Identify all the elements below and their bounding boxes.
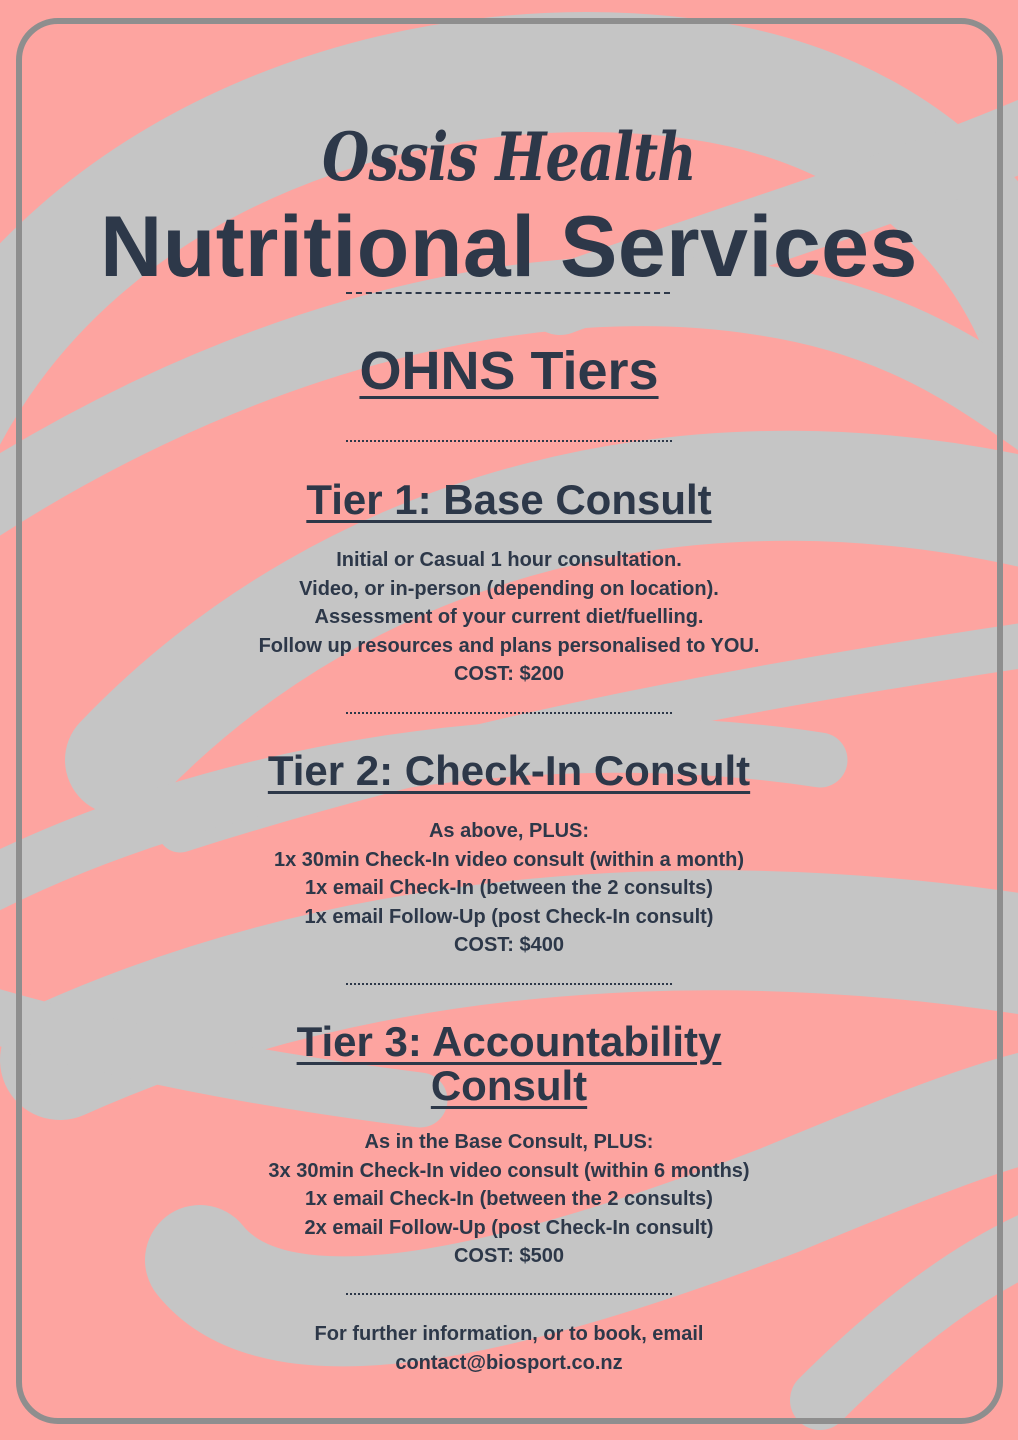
- tier-1-line: Initial or Casual 1 hour consultation.: [336, 549, 682, 571]
- tier-1-details: [0, 546, 1018, 689]
- tier-3-title: [0, 1020, 1018, 1108]
- tier-2-details: [0, 817, 1018, 960]
- tier-1-cost: COST: $200: [453, 663, 565, 685]
- tier-2-line: 1x email Check-In (between the 2 consults): [305, 877, 713, 899]
- contact-email-link[interactable]: contact@biosport.co.nz: [395, 1351, 623, 1374]
- tier-3-line: As in the Base Consult, PLUS:: [364, 1131, 654, 1153]
- divider: [346, 983, 672, 985]
- tier-3-details: [0, 1128, 1018, 1271]
- tiers-heading: OHNS Tiers: [359, 341, 659, 401]
- footer-contact: [0, 1320, 1018, 1377]
- title-divider: [346, 292, 670, 294]
- tier-1-line: Video, or in-person (depending on location).: [299, 577, 719, 600]
- tier-3-line: 1x email Check-In (between the 2 consults): [305, 1188, 713, 1210]
- brand-name: Ossis Health: [322, 118, 696, 196]
- divider: [346, 712, 672, 714]
- tier-2-title: Tier 2: Check-In Consult: [267, 747, 751, 794]
- tier-3-cost: COST: $500: [453, 1245, 565, 1267]
- tier-1-line: Assessment of your current diet/fuelling.: [314, 606, 704, 628]
- tier-3-title-line: Tier 3: Accountability: [296, 1018, 722, 1065]
- tier-2-cost: COST: $400: [453, 934, 565, 956]
- divider: [346, 440, 672, 442]
- divider: [346, 1293, 672, 1295]
- page-title: Nutritional Services: [100, 199, 918, 295]
- tier-1-title: Tier 1: Base Consult: [306, 476, 712, 523]
- tier-2-line: 1x 30min Check-In video consult (within a month): [273, 848, 745, 871]
- tier-2-line: 1x email Follow-Up (post Check-In consult): [304, 905, 714, 928]
- footer-text: For further information, or to book, email: [314, 1323, 704, 1345]
- tier-2-line: As above, PLUS:: [428, 820, 590, 842]
- tier-3-title-line: Consult: [430, 1062, 588, 1109]
- tier-3-line: 3x 30min Check-In video consult (within 6 months): [268, 1159, 750, 1182]
- tier-3-line: 2x email Follow-Up (post Check-In consult): [304, 1216, 714, 1239]
- tier-1-line: Follow up resources and plans personalised to YOU.: [258, 634, 760, 657]
